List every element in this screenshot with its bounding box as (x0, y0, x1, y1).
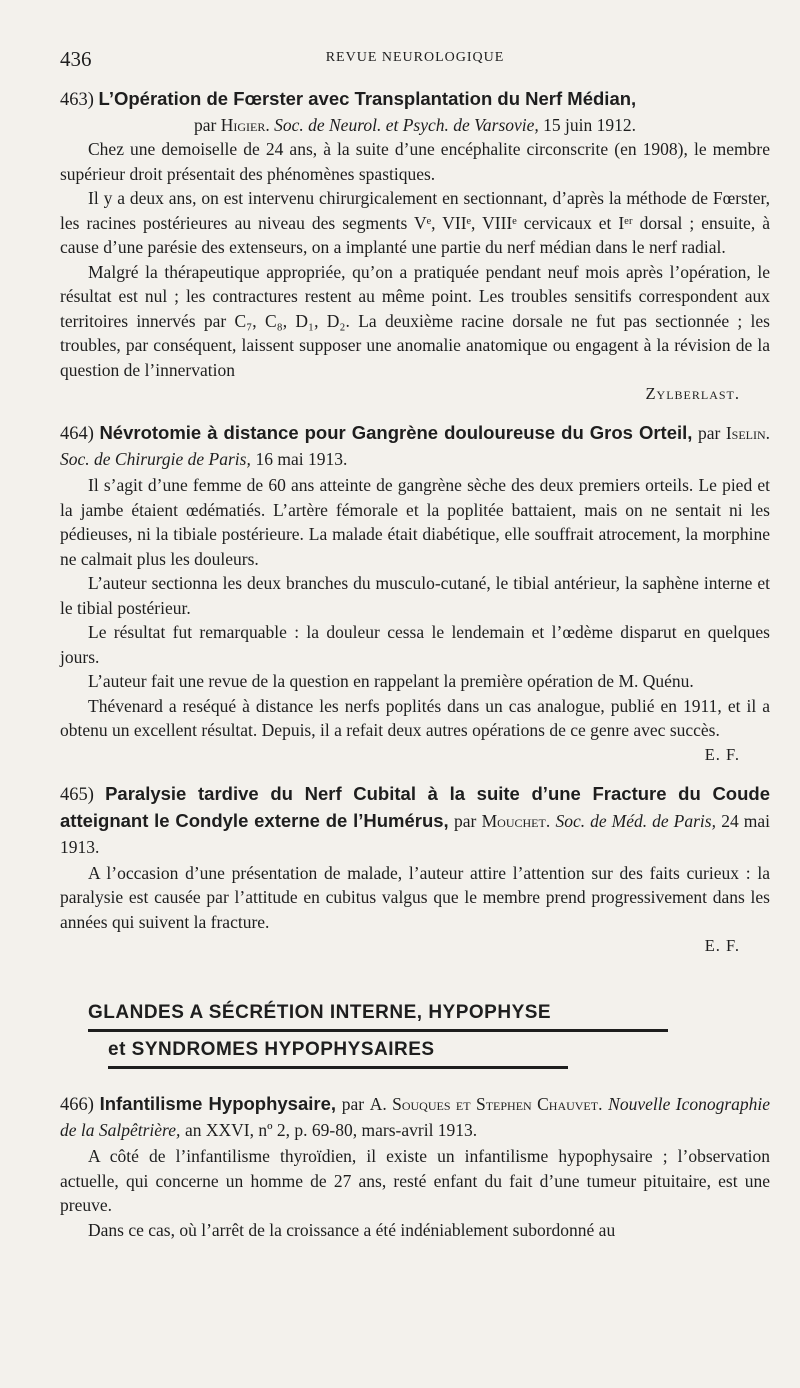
article-number: 464) (60, 424, 94, 444)
section-heading-line-1: GLANDES A SÉCRÉTION INTERNE, HYPOPHYSE (88, 1000, 668, 1032)
byline-prefix: par (341, 1094, 365, 1114)
article-paragraph: Thévenard a reséqué à distance les nerfs poplités dans un cas analogue, publié en 1911, et il a obtenu un excellent résultat. Depuis, il a refait deux autres opérations de ce genre avec succès. (60, 695, 770, 740)
article-heading (60, 420, 770, 473)
journal-title: REVUE NEUROLOGIQUE (325, 50, 505, 65)
article-authors: A. Souques et Stephen Chauvet. (369, 1094, 603, 1114)
article-paragraph: Malgré la thérapeutique appropriée, qu’on a pratiquée pendant neuf mois après l’opération, le résultat est nul ; les contractures restent au même point. Les troubles sensitifs correspondent aux territoires innervés par C₇, C₈, D₁, D₂. La deuxième racine dorsale ne fut pas sectionnée ; les troubles, par conséquent, laissent supposer une anomalie anatomique ou engagent à la révision de la question de l’innervation (60, 261, 770, 380)
article-details: an XXVI, nº 2, p. 69-80, mars-avril 1913. (185, 1120, 478, 1140)
article-date: 15 juin 1912. (543, 115, 637, 135)
article-number: 466) (60, 1095, 94, 1115)
article-author: Iselin. (725, 423, 771, 443)
article-paragraph: A l’occasion d’une présentation de malade, l’auteur attire l’attention sur des faits curieux : la paralysie est causée par l’attitude en cubitus valgus que le membre prend progressivement dans les années qui suivent la fracture. (60, 862, 770, 932)
page-content (60, 86, 770, 1256)
article-463 (60, 86, 770, 406)
article-465 (60, 781, 770, 959)
article-paragraph: A côté de l’infantilisme thyroïdien, il existe un infantilisme hypophysaire ; l’observation actuelle, qui concerne un homme de 27 ans, resté enfant du fait d’une tumeur pituitaire, est une preuve. (60, 1146, 770, 1215)
article-source: Nouvelle Iconographie de la Salpêtrière, (60, 1094, 771, 1140)
article-source: Soc. de Chirurgie de Paris, (60, 449, 251, 469)
page-number: 436 (60, 47, 92, 71)
article-title: Infantilisme Hypophysaire, (99, 1093, 337, 1114)
article-heading (60, 781, 770, 861)
article-number: 465) (60, 784, 94, 805)
article-byline (60, 113, 770, 137)
article-paragraph: L’auteur fait une revue de la question en rappelant la première opération de M. Quénu. (88, 671, 694, 691)
article-signature: E. F. (704, 936, 740, 955)
article-number: 463) (60, 90, 94, 110)
article-heading (60, 1091, 770, 1144)
article-author: Higier. (220, 115, 270, 135)
article-paragraph: Il s’agit d’une femme de 60 ans atteinte de gangrène sèche des deux premiers orteils. Le pied et la jambe étaient œdématiés. L’artère fémorale et la poplitée battaient, mais on ne sentait ni les pédieuses, ni la tibiale postérieure. La malade était diabétique, elle souffrait atrocement, la morphine ne calmait plus les douleurs. (60, 475, 770, 569)
article-source: Soc. de Neurol. et Psych. de Varsovie, (274, 115, 539, 135)
article-paragraph: Chez une demoiselle de 24 ans, à la suite d’une encéphalite circonscrite (en 1908), le membre supérieur droit présentait des phénomènes spastiques. (60, 139, 770, 184)
article-signature: E. F. (704, 744, 740, 764)
article-paragraph: L’auteur sectionna les deux branches du musculo-cutané, le tibial antérieur, la saphène interne et le tibial postérieur. (60, 573, 770, 618)
byline-prefix: par (697, 423, 721, 443)
article-466 (60, 1091, 770, 1242)
page-header (60, 47, 770, 75)
section-heading (88, 1000, 668, 1069)
article-title: Névrotomie à distance pour Gangrène douloureuse du Gros Orteil, (99, 422, 693, 443)
article-paragraph: Il y a deux ans, on est intervenu chirurgicalement en sectionnant, d’après la méthode de Fœrster, les racines postérieures au niveau des segments Vᵉ, VIIᵉ, VIIIᵉ cervicaux et Iᵉʳ dorsal ; ensuite, à cause d’une parésie des extenseurs, on a implanté une partie du nerf médian dans le nerf radial. (60, 188, 770, 257)
article-author: Mouchet. (481, 810, 551, 831)
article-date: 16 mai 1913. (255, 449, 348, 469)
article-paragraph: Le résultat fut remarquable : la douleur cessa le lendemain et l’œdème disparut en quelques jours. (60, 622, 770, 667)
article-title: L’Opération de Fœrster avec Transplantation du Nerf Médian, (98, 88, 637, 109)
article-source: Soc. de Méd. de Paris, (555, 810, 716, 831)
article-464 (60, 420, 770, 767)
byline-prefix: par (193, 115, 217, 135)
article-signature: Zylberlast. (645, 384, 740, 403)
article-title: Paralysie tardive du Nerf Cubital à la suite d’une Fracture du Coude atteignant le Condyle externe de l’Humérus, (60, 782, 770, 831)
section-heading-line-2: et SYNDROMES HYPOPHYSAIRES (108, 1037, 568, 1069)
article-heading (60, 86, 770, 113)
article-paragraph: Dans ce cas, où l’arrêt de la croissance a été indéniablement subordonné au (88, 1219, 616, 1240)
article-date: 24 mai 1913. (60, 810, 770, 857)
byline-prefix: par (453, 810, 477, 831)
